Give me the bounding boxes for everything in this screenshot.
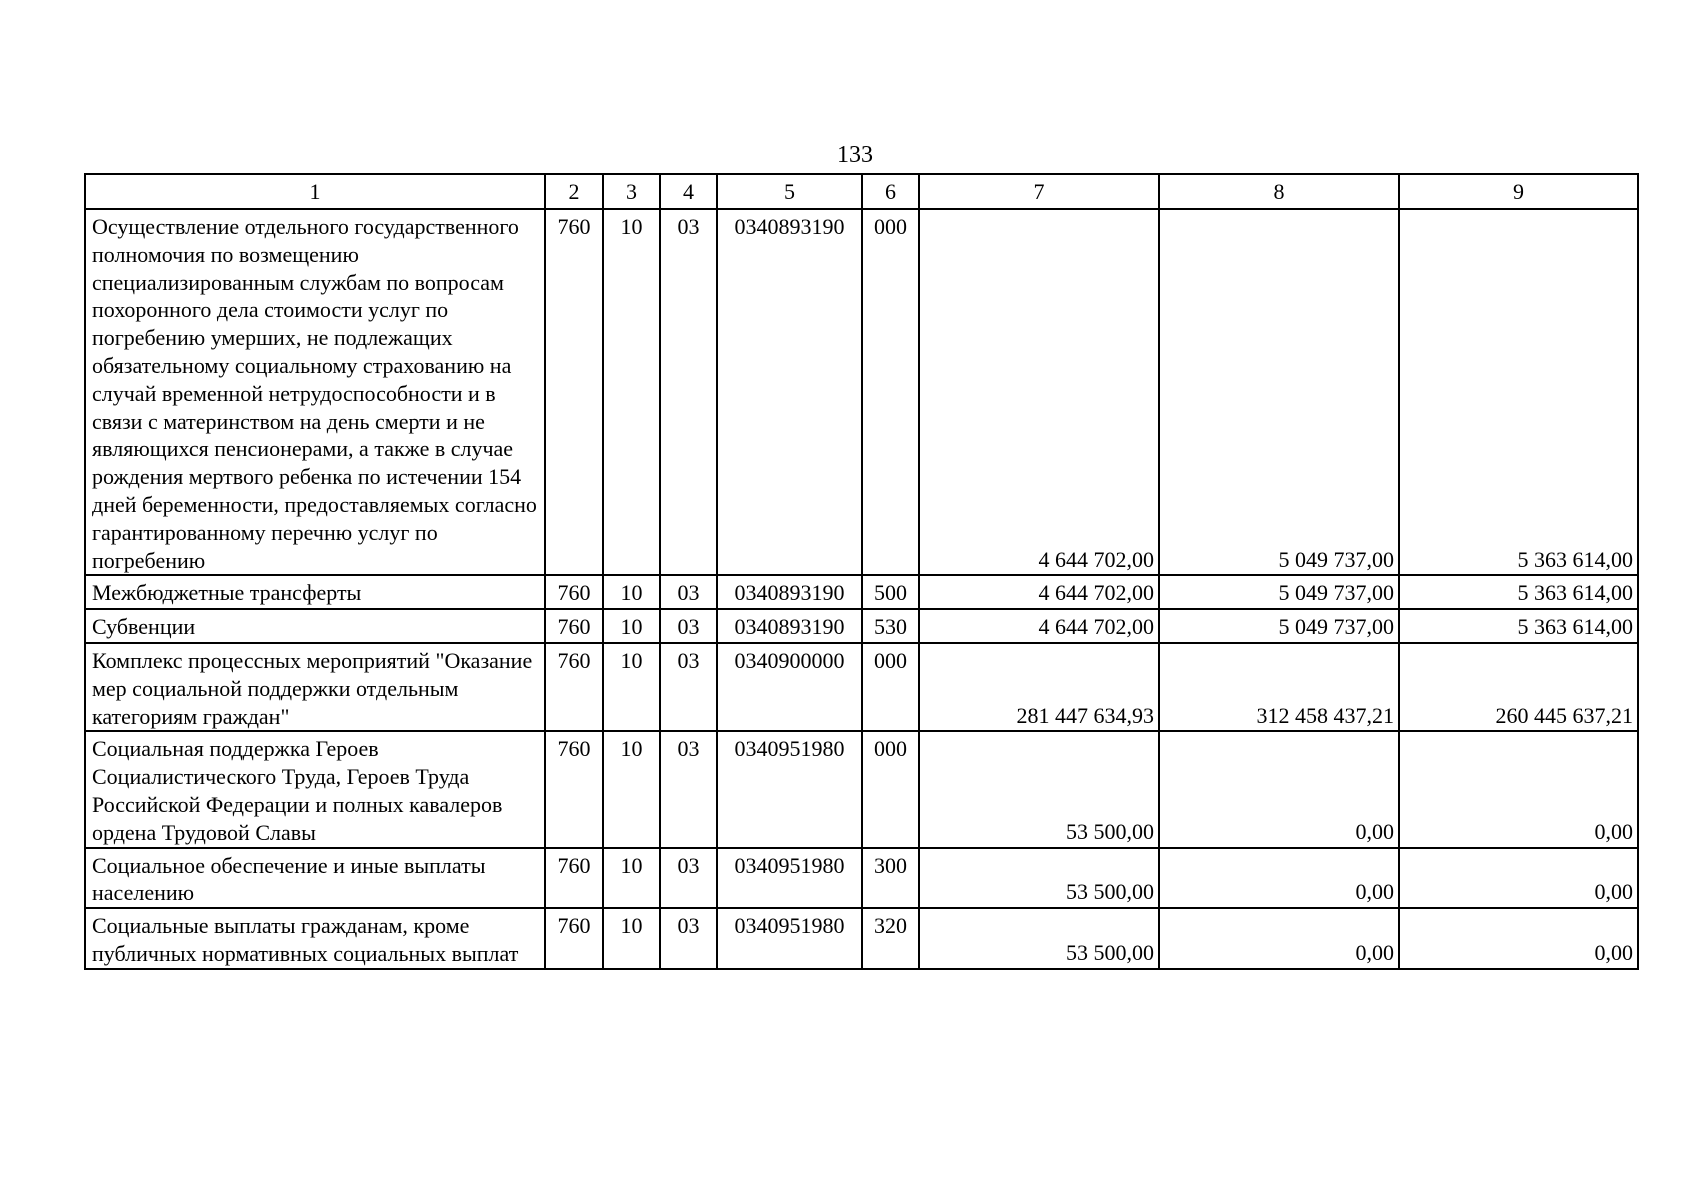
cell-code: 0340893190 [717,209,862,575]
cell-code: 03 [660,848,717,909]
cell-amount: 5 049 737,00 [1159,575,1399,609]
cell-amount: 0,00 [1399,731,1638,847]
cell-code: 10 [603,908,660,969]
cell-amount: 281 447 634,93 [919,643,1159,731]
budget-table [84,173,1639,970]
column-header: 4 [660,174,717,209]
cell-code: 000 [862,731,919,847]
cell-code: 0340893190 [717,575,862,609]
cell-code: 0340951980 [717,848,862,909]
cell-code: 000 [862,643,919,731]
cell-amount: 4 644 702,00 [919,609,1159,643]
cell-amount: 53 500,00 [919,908,1159,969]
cell-code: 500 [862,575,919,609]
row-name: Социальное обеспечение и иные выплаты населению [85,848,545,909]
table-row [85,908,1638,969]
cell-code: 03 [660,209,717,575]
cell-code: 10 [603,731,660,847]
page-number: 133 [837,142,873,168]
cell-amount: 0,00 [1159,848,1399,909]
column-header: 1 [85,174,545,209]
cell-code: 760 [545,609,603,643]
cell-amount: 5 363 614,00 [1399,209,1638,575]
row-name: Социальные выплаты гражданам, кроме публичных нормативных социальных выплат [85,908,545,969]
cell-code: 320 [862,908,919,969]
cell-code: 0340951980 [717,908,862,969]
cell-amount: 5 363 614,00 [1399,609,1638,643]
cell-code: 760 [545,908,603,969]
row-name: Осуществление отдельного государственного полномочия по возмещению специализированным службам по вопросам похоронного дела стоимости услуг по погребению умерших, не подлежащих обязательному социальному страхованию на случай временной нетрудоспособности и в связи с материнством на день смерти и не являющихся пенсионерами, а также в случае рождения мертвого ребенка по истечении 154 дней беременности, предоставляемых согласно гарантированному перечню услуг по погребению [85,209,545,575]
cell-amount: 0,00 [1399,908,1638,969]
cell-amount: 5 049 737,00 [1159,209,1399,575]
cell-code: 000 [862,209,919,575]
cell-amount: 312 458 437,21 [1159,643,1399,731]
column-header: 3 [603,174,660,209]
cell-code: 0340893190 [717,609,862,643]
cell-code: 530 [862,609,919,643]
cell-code: 10 [603,575,660,609]
table-row [85,731,1638,847]
cell-amount: 5 363 614,00 [1399,575,1638,609]
cell-code: 03 [660,731,717,847]
table-row [85,609,1638,643]
cell-amount: 4 644 702,00 [919,209,1159,575]
row-name: Социальная поддержка Героев Социалистического Труда, Героев Труда Российской Федерации и полных кавалеров ордена Трудовой Славы [85,731,545,847]
cell-code: 10 [603,609,660,643]
cell-code: 760 [545,848,603,909]
column-header: 6 [862,174,919,209]
row-name: Комплекс процессных мероприятий "Оказание мер социальной поддержки отдельным категориям граждан" [85,643,545,731]
table-row [85,209,1638,575]
column-header: 5 [717,174,862,209]
cell-amount: 5 049 737,00 [1159,609,1399,643]
cell-amount: 0,00 [1159,731,1399,847]
table-header-row [85,174,1638,209]
row-name: Межбюджетные трансферты [85,575,545,609]
cell-code: 0340951980 [717,731,862,847]
table-row [85,575,1638,609]
cell-amount: 260 445 637,21 [1399,643,1638,731]
cell-code: 0340900000 [717,643,862,731]
cell-code: 760 [545,575,603,609]
column-header: 8 [1159,174,1399,209]
cell-amount: 0,00 [1399,848,1638,909]
cell-code: 10 [603,643,660,731]
table-row [85,848,1638,909]
cell-code: 760 [545,209,603,575]
cell-amount: 4 644 702,00 [919,575,1159,609]
cell-amount: 0,00 [1159,908,1399,969]
cell-amount: 53 500,00 [919,848,1159,909]
cell-code: 03 [660,908,717,969]
cell-code: 03 [660,575,717,609]
cell-code: 03 [660,643,717,731]
column-header: 2 [545,174,603,209]
cell-code: 03 [660,609,717,643]
cell-code: 760 [545,643,603,731]
row-name: Субвенции [85,609,545,643]
column-header: 7 [919,174,1159,209]
cell-code: 10 [603,848,660,909]
cell-amount: 53 500,00 [919,731,1159,847]
column-header: 9 [1399,174,1638,209]
table-row [85,643,1638,731]
cell-code: 10 [603,209,660,575]
cell-code: 300 [862,848,919,909]
cell-code: 760 [545,731,603,847]
